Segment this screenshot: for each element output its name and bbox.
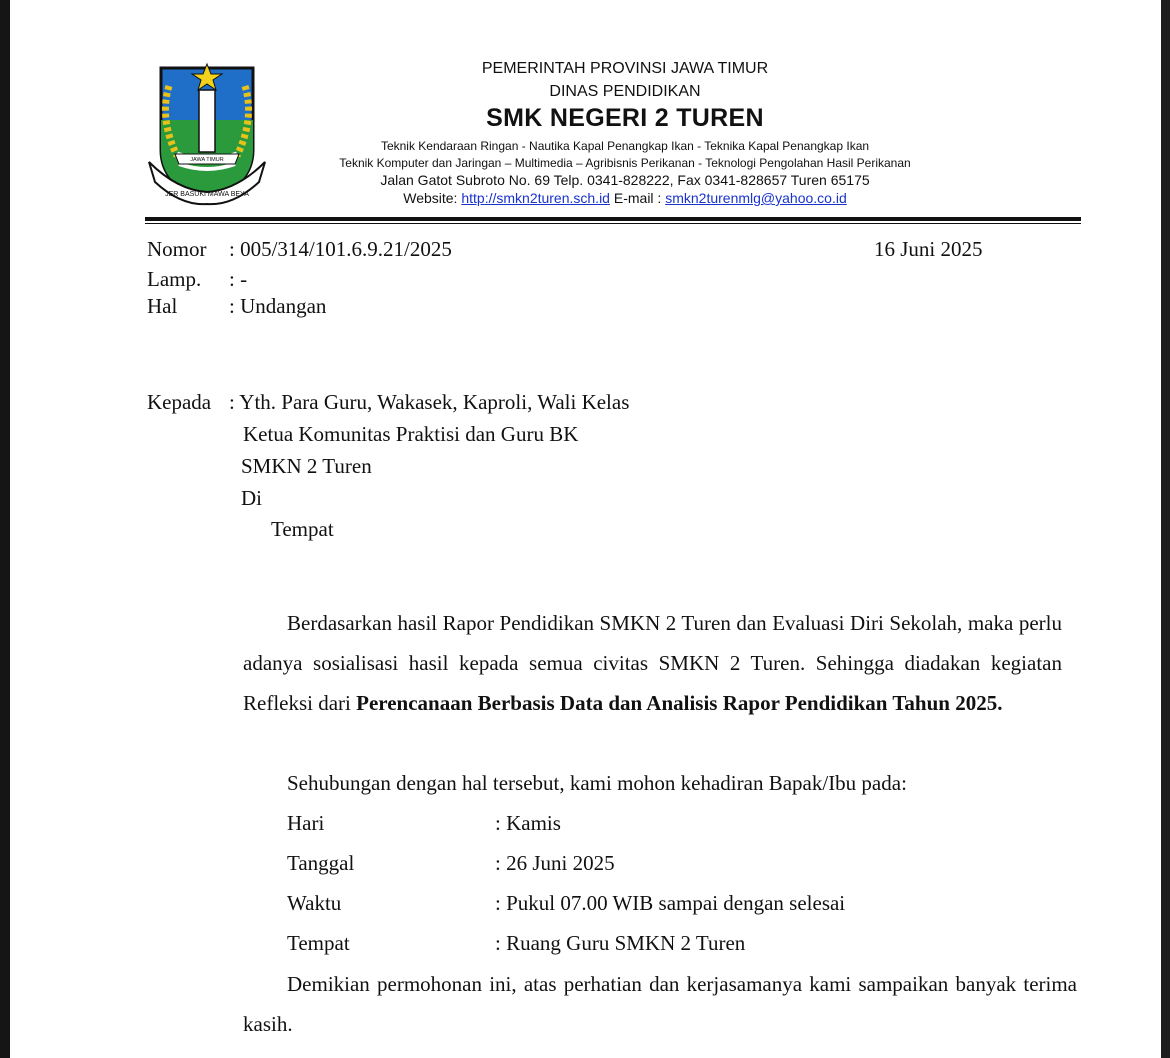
detail-value-waktu: : Pukul 07.00 WIB sampai dengan selesai bbox=[495, 891, 846, 915]
lamp-label: Lamp. bbox=[147, 267, 202, 291]
body-paragraph-1-text: Berdasarkan hasil Rapor Pendidikan SMKN 2 Turen dan Evaluasi Diri Sekolah, maka perlu adanya sosialisasi hasil kepada semua civitas SMKN 2 Turen. Sehingga diadakan kegiatan Refleksi dari bbox=[243, 611, 1062, 715]
detail-label-waktu: Waktu bbox=[287, 891, 342, 915]
email-link[interactable]: smkn2turenmlg@yahoo.co.id bbox=[665, 190, 847, 206]
letterhead-divider-thin bbox=[145, 223, 1081, 224]
page-edge-left bbox=[0, 0, 10, 1058]
body-paragraph-2: Sehubungan dengan hal tersebut, kami mohon kehadiran Bapak/Ibu pada: bbox=[287, 771, 907, 795]
recipient-line3: SMKN 2 Turen bbox=[241, 454, 372, 478]
closing-text: Demikian permohonan ini, atas perhatian dan kerjasamanya kami sampaikan banyak terima kasih. bbox=[243, 972, 1077, 1036]
detail-label-tempat: Tempat bbox=[287, 931, 350, 955]
nomor-label: Nomor bbox=[147, 237, 207, 261]
website-link[interactable]: http://smkn2turen.sch.id bbox=[461, 190, 610, 206]
letterhead-government: PEMERINTAH PROVINSI JAWA TIMUR bbox=[481, 60, 769, 77]
detail-label-hari: Hari bbox=[287, 811, 325, 835]
detail-label-tanggal: Tanggal bbox=[287, 851, 355, 875]
letterhead-contact bbox=[300, 190, 950, 206]
detail-value-hari: : Kamis bbox=[495, 811, 561, 835]
nomor-value: : 005/314/101.6.9.21/2025 bbox=[229, 237, 452, 261]
recipient-line1: : Yth. Para Guru, Wakasek, Kaproli, Wali Kelas bbox=[229, 390, 630, 414]
letterhead-programs-line2: Teknik Komputer dan Jaringan – Multimedia – Agribisnis Perikanan - Teknologi Pengolahan Hasil Perikanan bbox=[339, 156, 911, 170]
email-label: E-mail : bbox=[613, 190, 662, 206]
emblem-name-ribbon: JAWA TIMUR bbox=[190, 157, 224, 163]
lamp-value: : - bbox=[229, 267, 248, 291]
page-edge-right bbox=[1161, 0, 1170, 1058]
recipient-line2: Ketua Komunitas Praktisi dan Guru BK bbox=[243, 422, 579, 446]
closing-paragraph bbox=[243, 964, 1077, 1044]
letterhead-programs-line1: Teknik Kendaraan Ringan - Nautika Kapal Penangkap Ikan - Teknika Kapal Penangkap Ikan bbox=[380, 139, 870, 153]
event-title: Perencanaan Berbasis Data dan Analisis Rapor Pendidikan Tahun 2025. bbox=[356, 691, 1003, 715]
hal-value: : Undangan bbox=[229, 294, 327, 318]
recipient-label: Kepada bbox=[147, 390, 212, 414]
letterhead-address: Jalan Gatot Subroto No. 69 Telp. 0341-828222, Fax 0341-828657 Turen 65175 bbox=[380, 172, 870, 188]
letterhead-department: DINAS PENDIDIKAN bbox=[549, 83, 701, 100]
detail-value-tanggal: : 26 Juni 2025 bbox=[495, 851, 615, 875]
recipient-line4: Di bbox=[241, 486, 262, 510]
website-label: Website: bbox=[403, 190, 458, 206]
recipient-line5: Tempat bbox=[271, 517, 334, 541]
letter-date: 16 Juni 2025 bbox=[874, 237, 983, 261]
letterhead-school-name: SMK NEGERI 2 TUREN bbox=[486, 104, 764, 132]
body-paragraph-1 bbox=[243, 603, 1062, 723]
emblem-motto-ribbon: JER BASUKI MAWA BEYA bbox=[165, 191, 249, 198]
letterhead-divider-thick bbox=[145, 217, 1081, 221]
jawa-timur-emblem-logo bbox=[147, 58, 267, 206]
hal-label: Hal bbox=[147, 294, 178, 318]
detail-value-tempat: : Ruang Guru SMKN 2 Turen bbox=[495, 931, 746, 955]
